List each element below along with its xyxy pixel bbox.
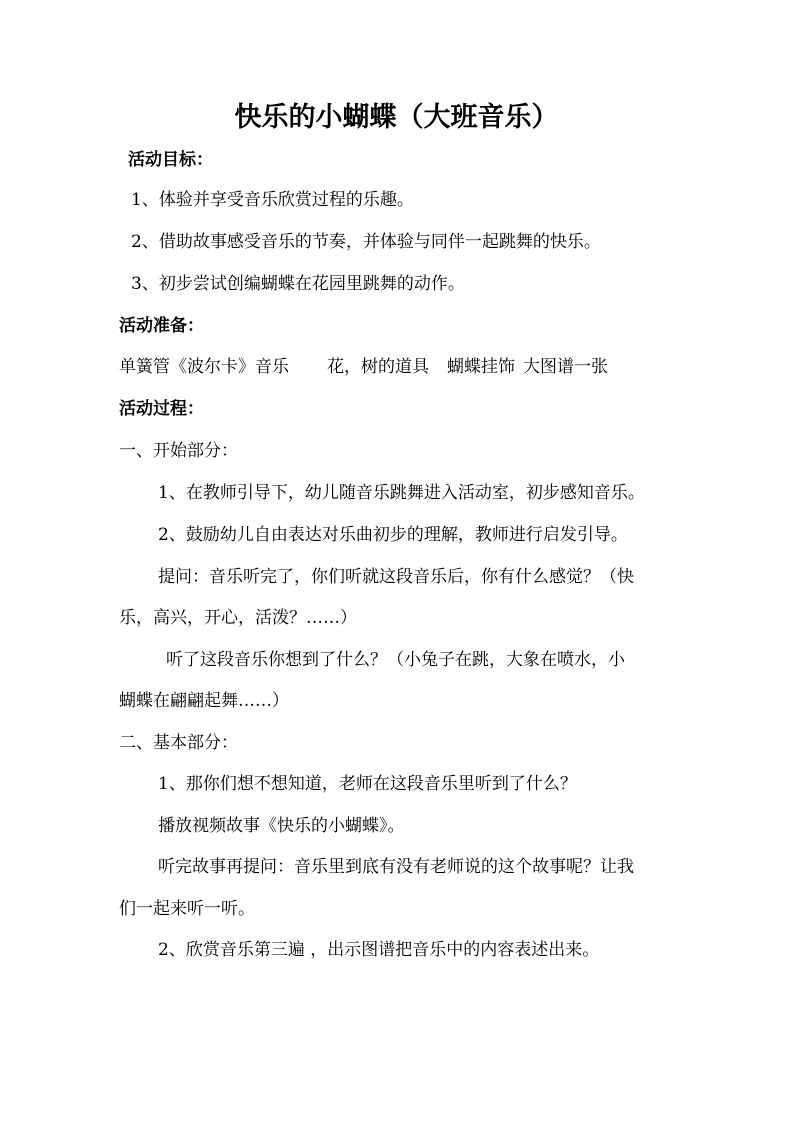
part2-step-1: 1、那你们想不想知道，老师在这段音乐里听到了什么？ (158, 774, 577, 794)
preparation-item: 蝴蝶挂饰 (447, 357, 515, 377)
part1-question-1-cont: 乐，高兴，开心，活泼？……） (119, 608, 357, 628)
part2-label: 二、基本部分： (119, 733, 238, 753)
goals-heading: 活动目标： (128, 150, 213, 170)
part1-question-2-cont: 蝴蝶在翩翩起舞……） (119, 691, 289, 711)
goal-item-2: 2、借助故事感受音乐的节奏，并体验与同伴一起跳舞的快乐。 (131, 232, 601, 252)
goal-item-3: 3、初步尝试创编蝴蝶在花园里跳舞的动作。 (131, 274, 465, 294)
process-heading: 活动过程： (119, 399, 204, 419)
preparation-item: 大图谱一张 (523, 357, 608, 377)
preparation-list (119, 357, 608, 377)
preparation-heading: 活动准备： (119, 316, 204, 336)
part2-play-video: 播放视频故事《快乐的小蝴蝶》。 (158, 816, 405, 836)
goal-item-1: 1、体验并享受音乐欣赏过程的乐趣。 (131, 190, 414, 210)
part1-step-2: 2、鼓励幼儿自由表达对乐曲初步的理解，教师进行启发引导。 (158, 525, 628, 545)
part1-question-2: 听了这段音乐你想到了什么？（小兔子在跳，大象在喷水，小 (166, 650, 625, 670)
part1-label: 一、开始部分： (119, 441, 238, 461)
part2-question: 听完故事再提问：音乐里到底有没有老师说的这个故事呢？让我 (158, 857, 634, 877)
preparation-item: 单簧管《波尔卡》音乐 (119, 357, 289, 377)
document-title: 快乐的小蝴蝶（大班音乐） (234, 102, 559, 133)
part1-question-1: 提问：音乐听完了，你们听就这段音乐后，你有什么感觉？（快 (158, 567, 634, 587)
part1-step-1: 1、在教师引导下，幼儿随音乐跳舞进入活动室，初步感知音乐。 (158, 483, 645, 503)
part2-question-cont: 们一起来听一听。 (119, 899, 255, 919)
preparation-item: 花，树的道具 (327, 357, 429, 377)
part2-step-2: 2、欣赏音乐第三遍 ，出示图谱把音乐中的内容表述出来。 (158, 940, 600, 960)
